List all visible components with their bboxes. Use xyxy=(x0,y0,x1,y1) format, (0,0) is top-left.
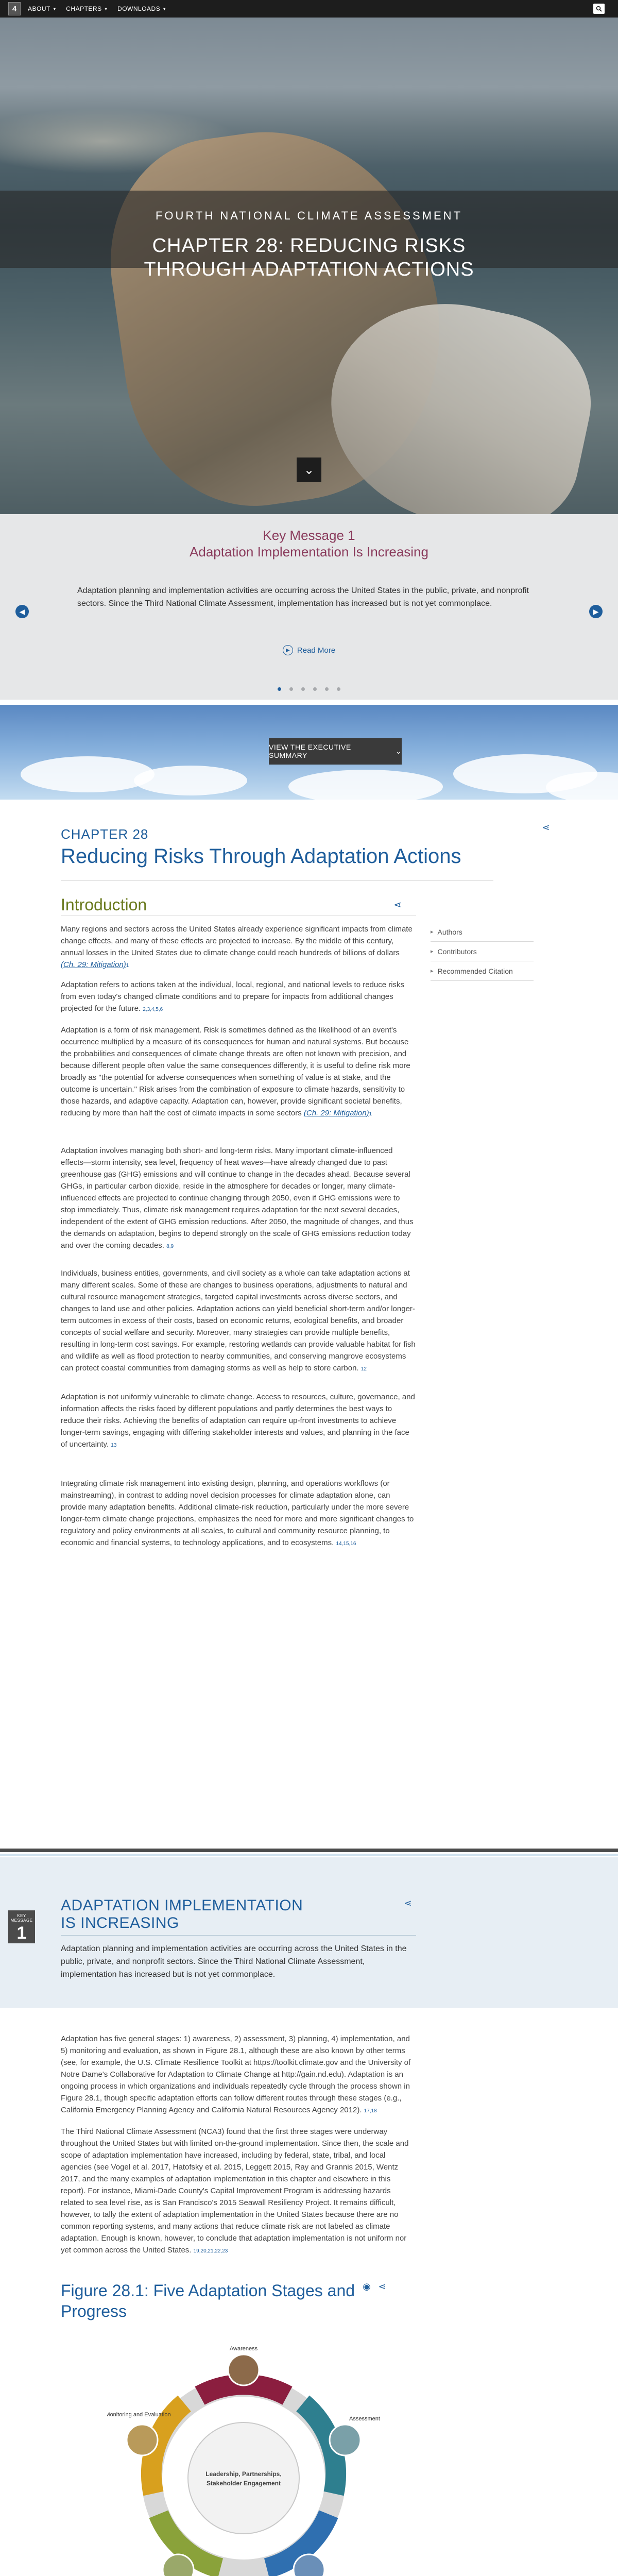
nav-downloads-label: DOWNLOADS xyxy=(117,5,161,12)
intro-p1-text: Many regions and sectors across the United States already experience significant impacts from climate change effects, and many of these effects are projected to increase. By the middle of this century, annual losses in the United States due to climate change could reach hundreds of billions of dollars xyxy=(61,925,413,957)
nca4-logo[interactable]: 4 xyxy=(8,2,21,15)
intro-paragraph-6 xyxy=(61,1391,416,1451)
intro-p2-text: Adaptation refers to actions taken at the individual, local, regional, and national levels to reduce risks from even today's changed climate conditions and to prepare for impacts from additional changes projected for the future. xyxy=(61,980,405,1013)
nav-about-label: ABOUT xyxy=(28,5,50,12)
chevron-down-icon: ▼ xyxy=(52,6,57,11)
cycle-center xyxy=(188,2422,299,2534)
center-label-line1: Leadership, Partnerships, xyxy=(205,2470,282,2478)
key-message-divider xyxy=(61,1935,416,1936)
key-message-badge-number: 1 xyxy=(16,1923,27,1943)
center-label-line2: Stakeholder Engagement xyxy=(206,2480,281,2487)
intro-p2-reference[interactable]: 2,3,4,5,6 xyxy=(143,1007,163,1012)
intro-p5-reference[interactable]: 12 xyxy=(360,1366,367,1372)
intro-p6-reference[interactable]: 13 xyxy=(111,1443,117,1448)
intro-p1-reference[interactable]: 1 xyxy=(126,963,129,969)
view-executive-summary-button[interactable] xyxy=(269,738,402,765)
chevron-down-icon: ⌄ xyxy=(395,747,402,755)
key-message-share-button[interactable] xyxy=(402,1897,414,1909)
chevron-right-icon: ▸ xyxy=(431,968,434,974)
carousel-key-message-label: Key Message 1 xyxy=(263,528,355,543)
introduction-divider xyxy=(61,915,416,916)
carousel-prev-button[interactable] xyxy=(15,605,29,618)
share-icon: ⋖ xyxy=(378,2281,386,2292)
assessment-arc xyxy=(303,2403,336,2494)
key-message-1-title-line1: ADAPTATION IMPLEMENTATION xyxy=(61,1897,303,1914)
chevron-down-icon: ▼ xyxy=(104,6,109,11)
awareness-photo xyxy=(228,2354,259,2385)
carousel-key-message-title: Adaptation Implementation Is Increasing xyxy=(190,544,428,560)
key-message-1-title xyxy=(61,1897,318,1932)
intro-paragraph-7 xyxy=(61,1478,416,1550)
key-message-1-body: Adaptation planning and implementation activities are occurring across the United States in the public, private, and nonprofit sectors. Since the Third National Climate Assessment, implementation has increased but is not yet commonplace. xyxy=(61,1944,407,1979)
assessment-photo xyxy=(330,2425,360,2455)
cloud-shape xyxy=(21,756,154,792)
intro-paragraph-1 xyxy=(61,923,416,972)
hero-banner xyxy=(0,18,618,514)
key-message-1-panel xyxy=(0,1857,618,2008)
km-p2-reference[interactable]: 19,20,21,22,23 xyxy=(193,2248,228,2254)
sidebar-item-label: Recommended Citation xyxy=(437,967,513,975)
km-p1-reference[interactable]: 17,18 xyxy=(364,2108,377,2114)
share-icon: ⋖ xyxy=(404,1897,412,1908)
carousel-key-message-body: Adaptation planning and implementation activities are occurring across the United States in the public, private, and nonprofit sectors. Since the Third National Climate Assessment, implementation has increased but is not yet commonplace. xyxy=(77,586,529,608)
sidebar-item-contributors[interactable] xyxy=(431,942,534,961)
chevron-right-circle-icon: ▶ xyxy=(283,645,293,655)
intro-p1-citation-link[interactable]: (Ch. 29: Mitigation) xyxy=(61,960,126,969)
search-button[interactable] xyxy=(593,4,605,14)
sidebar-item-label: Contributors xyxy=(437,947,477,956)
intro-p3-citation-link[interactable]: (Ch. 29: Mitigation) xyxy=(303,1109,369,1117)
chapter-share-button[interactable] xyxy=(540,821,552,834)
search-icon xyxy=(596,6,602,12)
section-separator-light xyxy=(0,1854,618,1856)
hero-title xyxy=(0,234,618,281)
carousel-next-button[interactable] xyxy=(589,605,603,618)
monitoring-label: Monitoring and Evaluation xyxy=(107,2412,171,2418)
key-message-1-title-line2: IS INCREASING xyxy=(61,1914,179,1931)
intro-p5-text: Individuals, business entities, governments, and civil society as a whole can take adaptation actions at many different scales. Some of these are changes to business operations, adjustments to natural and cultural resource management strategies, targeted capital investments across diverse sectors, and changes to land use and other policies. Adaptation actions can yield beneficial short-term and/or longer-term outcomes in excess of their costs, based on economic returns, ecological benefits, and broader concepts of social welfare and security. Moreover, many strategies can provide multiple benefits, resulting in long-term cost savings. For example, restoring wetlands can provide valuable habitat for fish and wildlife as well as flood protection to nearby communities, and conserving mangrove ecosystems can protect coastal communities from damaging storms as well as help to store carbon. xyxy=(61,1269,416,1372)
share-icon: ⋖ xyxy=(393,899,402,910)
arrow-right-icon: ▶ xyxy=(593,607,599,616)
km-p2-text: The Third National Climate Assessment (NCA3) found that the first three stages were underway throughout the United States but with limited on-the-ground implementation. Since then, the scale and scope of adaptation implementation have increased, including by federal, state, tribal, and local agencies (see Vogel et al. 2017, Hatofsky et al. 2015, Leggett 2015, Ray and Grannis 2015, Wentz 2017, and the many examples of adaptation implementation in this chapter and elsewhere in this report). For instance, Miami-Dade County's Capital Improvement Program is addressing hazards related to sea level rise, as is San Francisco's 2015 Seawall Resiliency Project. It remains difficult, however, to tally the extent of adaptation implementation in the United States because there are no common reporting systems, and many actions that reduce climate risk are not labeled as climate adaptation. Enough is known, however, to conclude that adaptation implementation is not uniform nor yet common across the United States. xyxy=(61,2127,409,2255)
read-more-link[interactable] xyxy=(0,645,618,655)
introduction-heading: Introduction xyxy=(61,895,147,914)
key-message-badge xyxy=(8,1910,35,1943)
cloud-shape xyxy=(134,766,247,795)
key-message-badge-label: KEY MESSAGE xyxy=(10,1913,33,1923)
carousel-dot[interactable] xyxy=(313,687,317,691)
carousel-dot[interactable] xyxy=(301,687,305,691)
eye-icon: ◉ xyxy=(363,2281,371,2292)
intro-p7-text: Integrating climate risk management into existing design, planning, and operations workflows (or mainstreaming), in contrast to adding novel decision processes for climate adaptation alone, can provide many adaptation benefits. Additional climate-risk reduction, particularly under the more severe longer-term climate change projections, emphasizes the need for more and more significant changes to regulatory and policy environments at all scales, to cultural and community resource planning, to economic and financial systems, to technology applications, and to ecosystems. xyxy=(61,1479,414,1547)
nav-about[interactable] xyxy=(28,5,57,12)
read-more-label: Read More xyxy=(297,646,336,655)
carousel-dot[interactable] xyxy=(289,687,293,691)
sidebar-item-label: Authors xyxy=(437,927,462,936)
awareness-label: Awareness xyxy=(229,2346,258,2352)
km-p1-text: Adaptation has five general stages: 1) awareness, 2) assessment, 3) planning, 4) implementation, and 5) monitoring and evaluation, as shown in Figure 28.1, although these are also known by other terms (see, for example, the U.S. Climate Resilience Toolkit at https://toolkit.climate.gov and the University of Notre Dame's Collaborative for Adaptation to Climate Change at http://gain.nd.edu). Adaptation is an ongoing process in which organizations and individuals repeatedly cycle through the process shown in Figure 28.1, though specific adaptation efforts can follow different routes through these stages (e.g., California Emergency Planning Agency and California Natural Resources Agency 2012). xyxy=(61,2035,411,2114)
intro-paragraph-2 xyxy=(61,979,416,1015)
figure-share-button[interactable] xyxy=(376,2280,388,2293)
intro-p4-text: Adaptation involves managing both short- and long-term risks. Many important climate-influenced effects—storm intensity, sea level, frequency of heat waves—have already changed due to past greenhouse gas (GHG) emissions and will continue to change in the decades ahead. Because several GHGs, in particular carbon dioxide, reside in the atmosphere for decades or longer, many climate-influenced effects are projected to continue changing through 2050, even if GHG emissions were to stop immediately. Thus, climate risk management requires adaptation for the next several decades, independent of the extent of GHG emission reductions. After 2050, the magnitude of changes, and thus the demands on adaptation, begins to depend strongly on the scale of GHG emissions reduction today and over the coming decades. xyxy=(61,1146,414,1250)
sidebar-item-authors[interactable] xyxy=(431,922,534,942)
km-paragraph-1 xyxy=(61,2033,416,2117)
adaptation-cycle-figure[interactable] xyxy=(107,2339,380,2576)
section-separator xyxy=(0,1849,618,1852)
nav-chapters[interactable] xyxy=(66,5,108,12)
chapter-number: CHAPTER 28 xyxy=(61,826,149,842)
intro-paragraph-4 xyxy=(61,1145,416,1252)
intro-paragraph-3 xyxy=(61,1024,416,1120)
key-message-carousel xyxy=(0,514,618,700)
awareness-arc xyxy=(200,2384,287,2396)
executive-summary-banner xyxy=(0,705,618,800)
intro-p3-text: Adaptation is a form of risk management. Risk is sometimes defined as the likelihood of an event's occurrence multiplied by a measure of its consequences for human and natural systems. But because the probabilities and consequences of climate change threats are often not known with precision, and because different people often value the same consequences differently, it is useful to define risk more broadly as "the potential for adverse consequences when something of value is at stake, and the outcome is uncertain." Risk arises from the combination of exposure to climate hazards, sensitivity to those hazards, and adaptive capacity. Adaptation can, however, provide significant societal benefits, reducing by more than half the cost of climate impacts in some sectors xyxy=(61,1026,410,1117)
chevron-down-icon: ⌄ xyxy=(303,463,315,477)
arrow-left-icon: ◀ xyxy=(19,607,25,616)
carousel-pagination xyxy=(0,687,618,691)
hero-title-line1: CHAPTER 28: REDUCING RISKS xyxy=(152,235,466,257)
sidebar-item-recommended-citation[interactable] xyxy=(431,961,534,981)
exec-summary-label: VIEW THE EXECUTIVE SUMMARY xyxy=(269,743,351,759)
carousel-dot[interactable] xyxy=(325,687,329,691)
figure-view-button[interactable] xyxy=(360,2280,373,2293)
chevron-down-icon: ▼ xyxy=(162,6,167,11)
intro-p6-text: Adaptation is not uniformly vulnerable to climate change. Access to resources, culture, governance, and information affects the risks faced by different populations and partly determines the best ways to reduce their risks. Achieving the benefits of adaptation can require up-front investments to achieve longer-term savings, engaging with differing stakeholder interests and values, and planning in the face of uncertainty. xyxy=(61,1393,415,1449)
intro-p4-reference[interactable]: 8,9 xyxy=(166,1244,174,1249)
chapter-sidebar xyxy=(431,922,534,981)
intro-p7-reference[interactable]: 14,15,16 xyxy=(336,1541,356,1547)
adaptation-cycle-diagram xyxy=(107,2339,380,2576)
assessment-label: Assessment xyxy=(349,2416,380,2422)
chevron-right-icon: ▸ xyxy=(431,948,434,955)
km-paragraph-2 xyxy=(61,2126,416,2257)
top-nav xyxy=(0,0,618,18)
scroll-down-button[interactable] xyxy=(297,457,321,482)
hero-pretitle: FOURTH NATIONAL CLIMATE ASSESSMENT xyxy=(155,209,463,222)
share-icon: ⋖ xyxy=(542,822,550,833)
intro-paragraph-5 xyxy=(61,1267,416,1375)
hero-title-line2: THROUGH ADAPTATION ACTIONS xyxy=(144,259,474,280)
chevron-right-icon: ▸ xyxy=(431,929,434,935)
intro-p3-reference[interactable]: 1 xyxy=(369,1111,372,1117)
monitoring-photo xyxy=(127,2425,158,2455)
nav-downloads[interactable] xyxy=(117,5,167,12)
introduction-share-button[interactable] xyxy=(391,899,404,911)
cloud-shape xyxy=(288,770,443,800)
nav-chapters-label: CHAPTERS xyxy=(66,5,102,12)
carousel-dot[interactable] xyxy=(278,687,281,691)
carousel-dot[interactable] xyxy=(337,687,340,691)
figure-title: Figure 28.1: Five Adaptation Stages and Progress xyxy=(61,2281,355,2320)
chapter-title: Reducing Risks Through Adaptation Actions xyxy=(61,845,461,868)
